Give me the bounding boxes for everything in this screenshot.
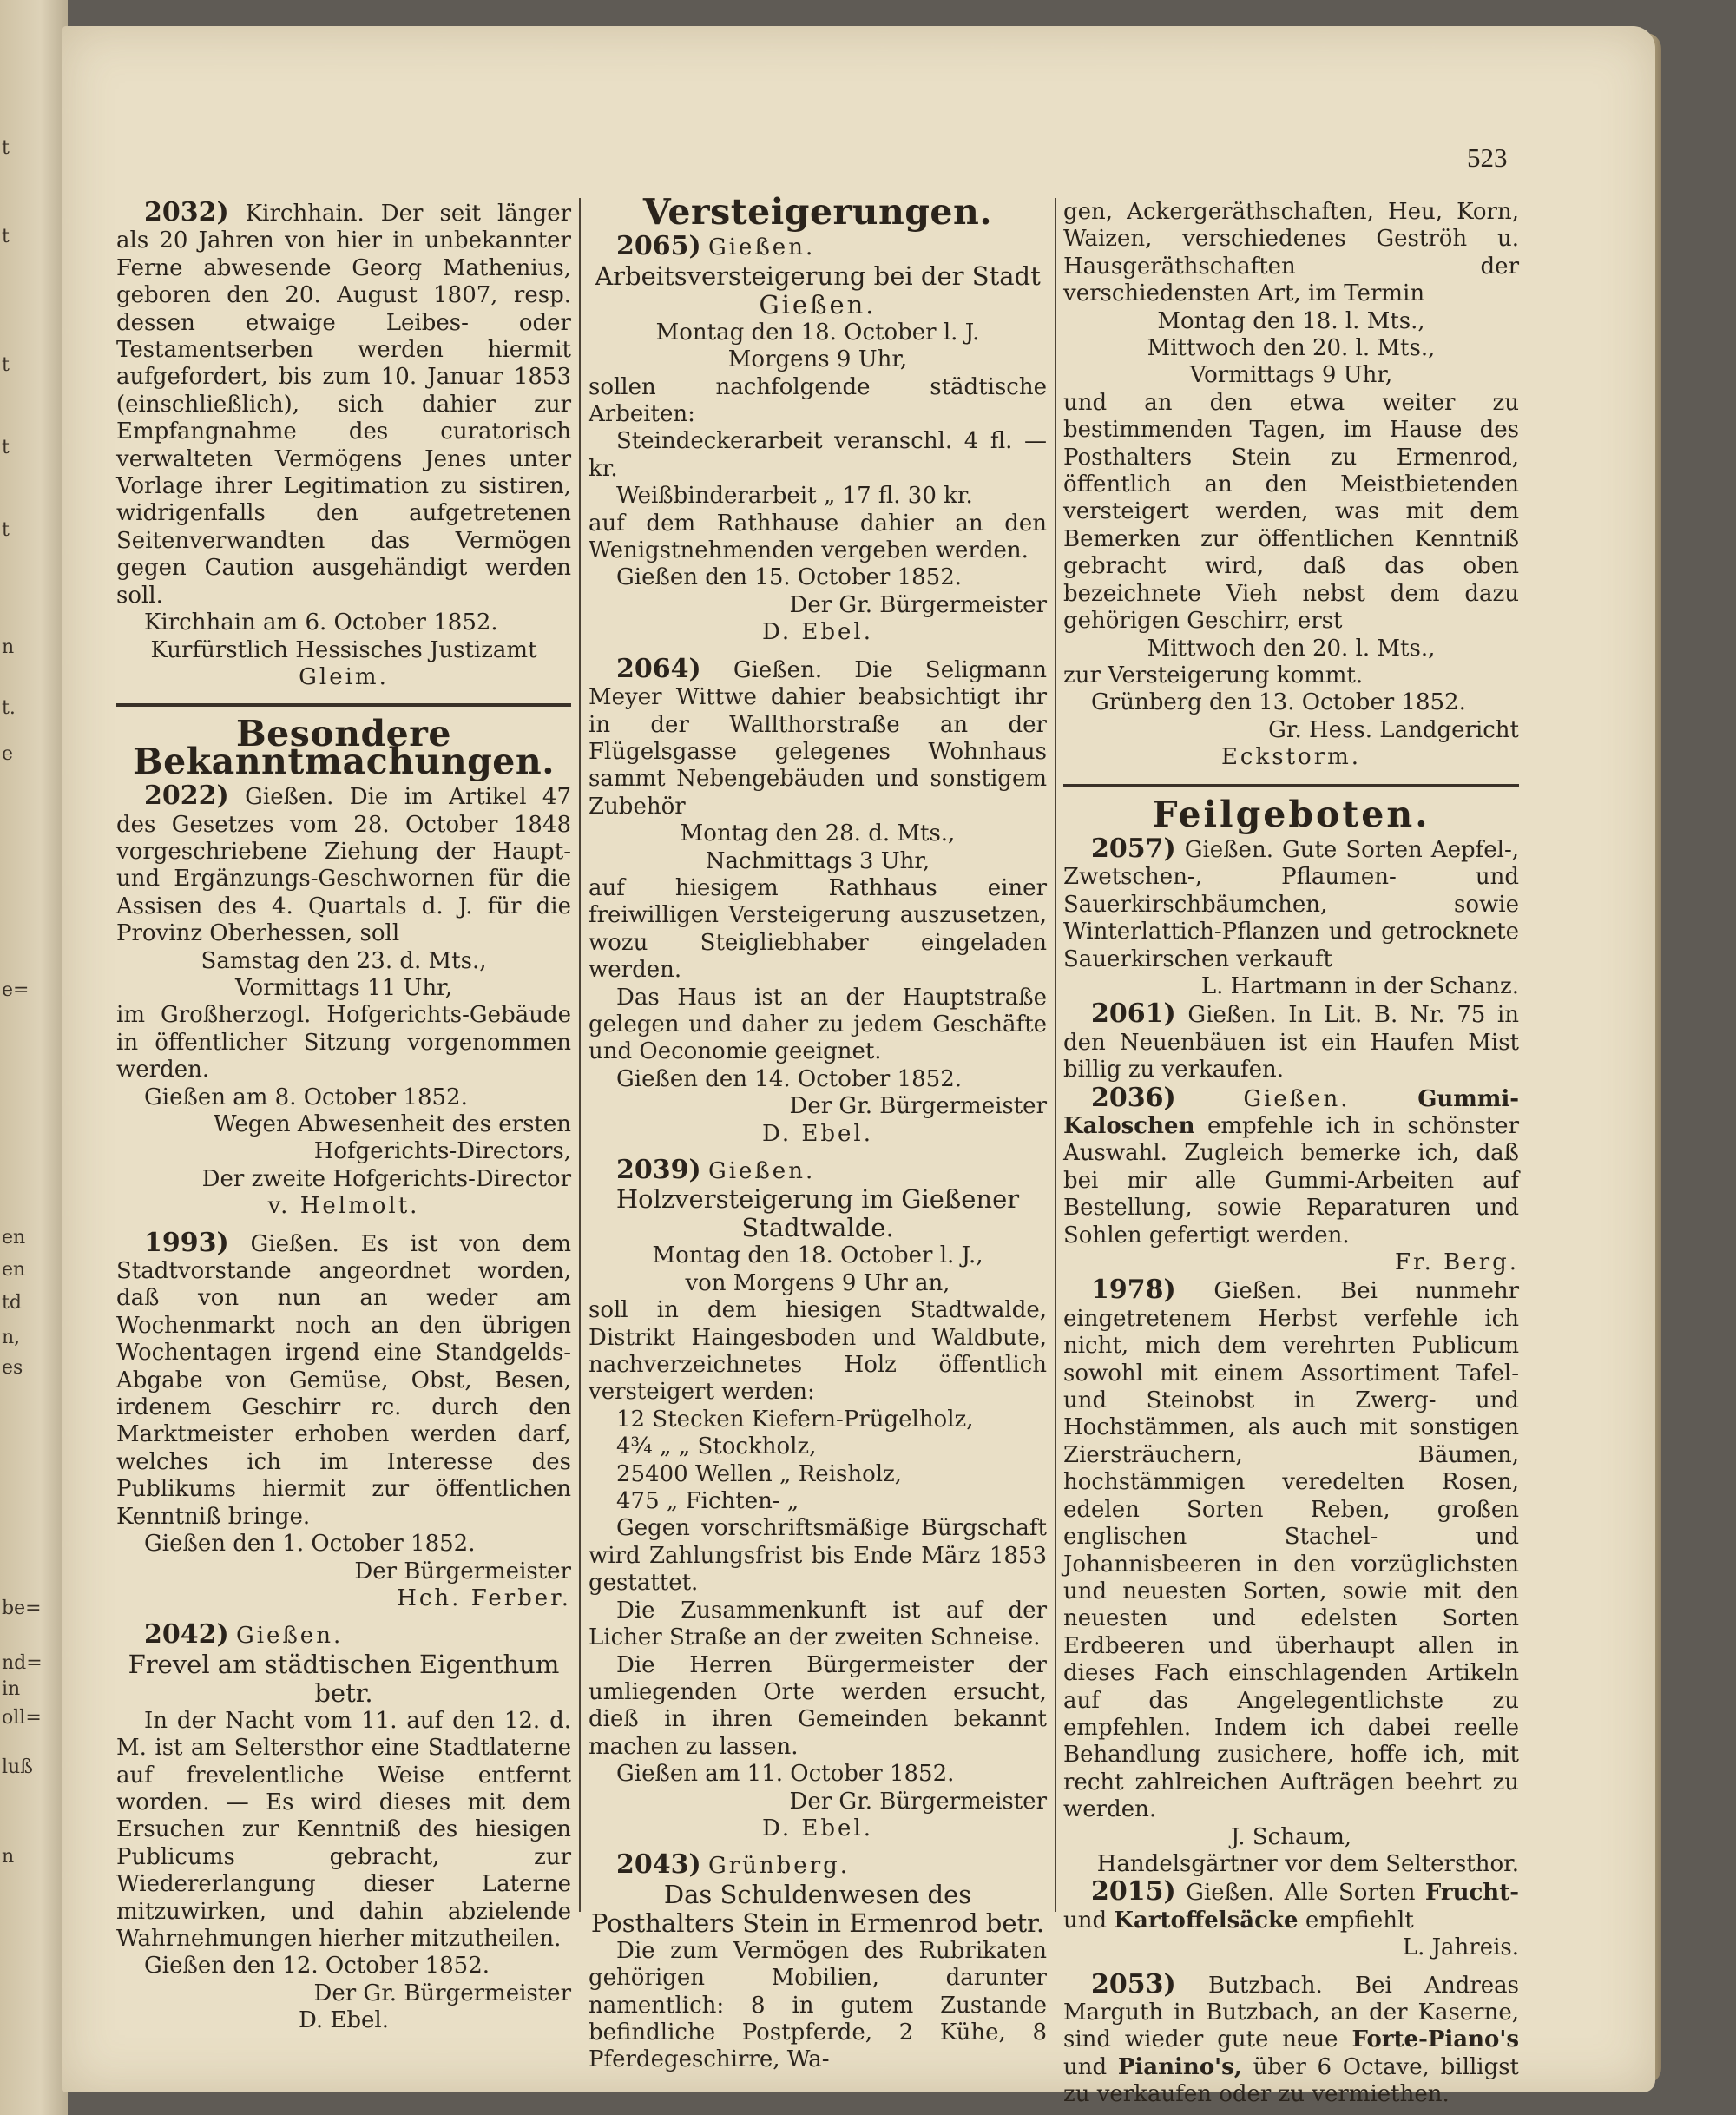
notice-text: Butzbach. Bei Andreas Marguth in Butzbach, an der Kaserne, sind wieder gute neue — [1063, 1972, 1519, 2053]
notice-text: Gießen. In Lit. B. Nr. 75 in den Neuenbäuen ist ein Haufen Mist billig zu verkaufen. — [1063, 1002, 1519, 1084]
notice-text: Das Haus ist an der Hauptstraße gelegen und daher zu jedem Geschäfte und Oeconomie geeignet. — [589, 984, 1047, 1065]
fragment-text: n — [2, 1846, 15, 1868]
notice-line: Vormittags 9 Uhr, — [1189, 362, 1393, 389]
notice-item: 4¾ „ „ Stockholz, — [616, 1433, 817, 1460]
notice-text: über 6 Octave, billigst zu verkaufen oder zu vermiethen. — [1063, 2053, 1520, 2108]
notice-text: Die Herren Bürgermeister der umliegenden Orte werden ersucht, dieß in ihren Gemeinden bekannt machen zu lassen. — [589, 1651, 1047, 1760]
notice-signature: Hch. Ferber. — [397, 1585, 571, 1611]
fragment-text: nd= — [2, 1652, 43, 1674]
notice-signature: Gr. Hess. Landgericht — [1268, 716, 1519, 743]
notice-2042 — [116, 1621, 571, 2034]
adjacent-page-edge — [0, 0, 68, 2115]
fragment-text: oll= — [2, 1707, 42, 1729]
notice-text: soll in dem hiesigen Stadtwalde, Distrikt Haingesboden und Waldbute, nachverzeichnetes Holz öffentlich versteigert werden: — [589, 1297, 1047, 1406]
fragment-text: in — [2, 1678, 21, 1700]
notice-item: 475 „ Fichten- „ — [616, 1488, 799, 1515]
notice-date: Gießen am 11. October 1852. — [616, 1761, 955, 1788]
notice-text: In der Nacht vom 11. auf den 12. d. M. ist am Seltersthor eine Stadtlaterne auf frevelentliche Weise entfernt worden. — Es wird dieses mit dem Ersuchen zur Kenntniß des hiesigen Publicums gebracht, zur Wiedererlangung dieser Laterne mitzuwirken, und dahin abzielende Wahrnehmungen hierher mitzutheilen. — [116, 1707, 571, 1952]
notice-item: 25400 Wellen „ Reisholz, — [616, 1460, 903, 1487]
notice-2032 — [116, 199, 571, 691]
product-name: Frucht- — [1424, 1880, 1520, 1907]
notice-signature: Fr. Berg. — [1395, 1249, 1519, 1276]
notice-line: Morgens 9 Uhr, — [727, 346, 908, 373]
notice-title: Holzversteigerung im Gießener Stadtwalde. — [615, 1184, 1020, 1243]
column-right — [1063, 199, 1519, 2109]
notice-2015 — [1063, 1878, 1519, 1961]
notice-date: Gießen den 12. October 1852. — [144, 1953, 490, 1980]
notice-signature: Der Gr. Bürgermeister — [789, 591, 1047, 618]
notice-line: Montag den 18. October l. J., — [652, 1242, 983, 1269]
section-rule — [1063, 784, 1519, 787]
notice-number: 1993) — [144, 1227, 229, 1258]
notice-line: Montag den 18. October l. J. — [655, 319, 980, 346]
notice-place: Gießen. — [707, 234, 816, 261]
notice-text: gen, Ackergeräthschaften, Heu, Korn, Waizen, verschiedenes Geströh u. Hausgeräthschaften der verschiedensten Art, im Termin — [1063, 199, 1519, 307]
notice-title: Frevel am städtischen Eigenthum betr. — [128, 1649, 560, 1708]
fragment-text: td — [2, 1292, 22, 1314]
fragment-text: t. — [2, 697, 16, 719]
notice-number: 2057) — [1091, 833, 1176, 864]
notice-text: zur Versteigerung kommt. — [1063, 662, 1364, 689]
notice-text: Gießen. Die im Artikel 47 des Gesetzes vom 28. October 1848 vorgeschriebene Ziehung der Haupt- und Ergänzungs-Geschwornen für die Assisen des 4. Quartals d. J. für die Provinz Oberhessen, soll — [116, 784, 571, 947]
notice-text: Gießen. Bei nunmehr eingetretenem Herbst verfehle ich nicht, mich dem verehrten Publicum sowohl mit einem Assortiment Tafel- und Steinobst in Zwerg- und Hochstämmen, als auch mit sonstigen Ziersträuchern, Bäumen, hochstämmigen veredelten Rosen, edelen Sorten Reben, großen englischen Stachel- und Johannisbeeren in den vorzüglichsten und neuesten Sorten, sowie mit den neuesten und edelsten Sorten Erdbeeren und überhaupt allen in dieses Fach einschlagenden Artikeln auf das Angelegentlichste zu empfehlen. Indem ich dabei reelle Behandlung zusichere, hoffe ich, mit recht zahlreichen Aufträgen beehrt zu werden. — [1063, 1278, 1520, 1823]
fragment-text: en — [2, 1227, 26, 1249]
notice-line: Montag den 28. d. Mts., — [680, 820, 956, 847]
product-name: Kartoffelsäcke — [1114, 1907, 1299, 1934]
column-divider — [579, 198, 581, 1912]
notice-signature: Der Gr. Bürgermeister — [789, 1093, 1047, 1120]
notice-text: Die Zusammenkunft ist auf der Licher Straße an der zweiten Schneise. — [589, 1597, 1047, 1651]
notice-date: Grünberg den 13. October 1852. — [1091, 689, 1466, 716]
column-left — [116, 199, 571, 2035]
notice-signature: Handelsgärtner vor dem Seltersthor. — [1096, 1850, 1519, 1877]
product-name: Gummi-Kaloschen — [1063, 1085, 1519, 1139]
notice-signature: Der Bürgermeister — [354, 1558, 571, 1585]
notice-1978 — [1063, 1276, 1519, 1878]
notice-signature: D. Ebel. — [761, 1120, 874, 1147]
notice-item: Steindeckerarbeit veranschl. 4 fl. — kr. — [589, 428, 1047, 482]
notice-line: Mittwoch den 20. l. Mts., — [1147, 335, 1436, 362]
product-name: Pianino's, — [1117, 2053, 1242, 2080]
notice-2064 — [589, 653, 1048, 1148]
notice-2057 — [1063, 835, 1519, 1000]
column-divider — [1055, 198, 1056, 1912]
notice-number: 2043) — [616, 1849, 701, 1881]
notice-date: Gießen den 15. October 1852. — [616, 564, 963, 591]
column-middle — [589, 191, 1048, 2074]
notice-signature: Der zweite Hofgerichts-Director — [201, 1165, 571, 1192]
notice-line: Vormittags 11 Uhr, — [235, 974, 452, 1001]
notice-signature: L. Jahreis. — [1402, 1934, 1519, 1961]
notice-place: Gießen. — [707, 1158, 816, 1184]
section-rule — [116, 703, 571, 707]
notice-signature: Der Gr. Bürgermeister — [313, 1980, 571, 2006]
notice-number: 2039) — [616, 1155, 701, 1185]
notice-text: auf hiesigem Rathhaus einer freiwilligen Versteigerung auszusetzen, wozu Steigliebhaber eingeladen werden. — [589, 874, 1047, 984]
notice-line: Montag den 18. l. Mts., — [1157, 307, 1425, 334]
section-title: Feilgeboten. — [1152, 793, 1430, 835]
notice-text: im Großherzogl. Hofgerichts-Gebäude in öffentlicher Sitzung vorgenommen werden. — [116, 1002, 571, 1084]
notice-number: 2036) — [1091, 1082, 1176, 1113]
fragment-text: e= — [2, 979, 30, 1001]
notice-text: Gegen vorschriftsmäßige Bürgschaft wird Zahlungsfrist bis Ende März 1853 gestattet. — [589, 1515, 1047, 1597]
notice-text: Kirchhain. Der seit länger als 20 Jahren von hier in unbekannter Ferne abwesende Georg Mathenius, geboren den 20. August 1807, resp. dessen etwaige Leibes- oder Testamentserben werden hiermit aufgefordert, bis zum 10. Januar 1853 (einschließlich), sich dahier zur Empfangnahme des curatorisch verwalteten Vermögens Jenes unter Vorlage ihrer Legitimation zu sistiren, widrigenfalls den aufgetretenen Seitenverwandten das Vermögen gegen Caution ausgehändigt werden soll. — [116, 201, 572, 609]
notice-text: und an den etwa weiter zu bestimmenden Tagen, im Hause des Posthalters Stein zu Ermenrod, öffentlich an den Meistbietenden versteigert werden, was mit dem Bemerken zur öffentlichen Kenntniß gebracht wird, daß das oben bezeichnete Vieh nebst dem dazu gehörigen Geschirr, erst — [1063, 389, 1519, 635]
notice-date: Kirchhain am 6. October 1852. — [144, 609, 498, 636]
notice-signature: Wegen Abwesenheit des ersten Hofgerichts-Directors, — [213, 1111, 571, 1165]
notice-number: 2064) — [616, 653, 701, 684]
notice-number: 2015) — [1091, 1876, 1176, 1907]
notice-number: 2022) — [144, 781, 229, 812]
notice-text: Gießen. Alle Sorten — [1186, 1880, 1416, 1907]
notice-text: und — [1063, 2053, 1108, 2080]
fragment-text: n — [2, 636, 15, 658]
notice-2065 — [589, 233, 1047, 646]
notice-text: auf dem Rathhause dahier an den Wenigstnehmenden vergeben werden. — [589, 510, 1047, 564]
notice-2036 — [1063, 1084, 1519, 1277]
notice-date: Gießen den 14. October 1852. — [616, 1065, 963, 1092]
notice-line: Mittwoch den 20. l. Mts., — [1147, 635, 1436, 662]
notice-line: Samstag den 23. d. Mts., — [201, 947, 487, 974]
notice-text: empfiehlt — [1305, 1907, 1414, 1934]
notice-signature: L. Hartmann in der Schanz. — [1200, 972, 1519, 999]
product-name: Forte-Piano's — [1351, 2026, 1519, 2053]
fragment-text: n, — [2, 1327, 21, 1348]
notice-2043 — [589, 1851, 1047, 2073]
notice-signature: D. Ebel. — [298, 2007, 390, 2034]
notice-number: 1978) — [1091, 1275, 1176, 1306]
notice-place: Grünberg. — [707, 1853, 851, 1880]
notice-2022 — [116, 782, 571, 1221]
fragment-text: luß — [2, 1756, 33, 1778]
fragment-text: t — [2, 226, 10, 247]
fragment-text: t — [2, 519, 10, 541]
notice-signature: D. Ebel. — [761, 1815, 874, 1842]
notice-2053 — [1063, 1968, 1520, 2109]
section-title: Versteigerungen. — [642, 191, 993, 233]
notice-title: Gießen. — [759, 289, 877, 320]
notice-title: Arbeitsversteigerung bei der Stadt — [595, 260, 1041, 291]
notice-2043-continued — [1063, 199, 1519, 772]
notice-signature: v. Helmolt. — [267, 1193, 420, 1220]
notice-signature: Eckstorm. — [1220, 744, 1362, 771]
notice-text: Gießen. Gute Sorten Aepfel-, Zwetschen-, Pflaumen- und Sauerkirschbäumchen, sowie Winterlattich-Pflanzen und getrocknete Sauerkirschen verkauft — [1063, 836, 1519, 972]
notice-number: 2065) — [616, 231, 701, 262]
notice-item: 12 Stecken Kiefern-Prügelholz, — [616, 1406, 974, 1433]
fragment-text: es — [2, 1357, 23, 1379]
notice-text: empfehle ich in schönster Auswahl. Zugleich bemerke ich, daß bei mir alle Gummi-Arbeiten auf Bestellung, sowie Reparaturen und Sohlen gefertigt werden. — [1063, 1113, 1519, 1249]
fragment-text: t — [2, 437, 10, 458]
notice-number: 2061) — [1091, 998, 1176, 1030]
notice-text: und — [1063, 1907, 1108, 1934]
notice-signature: Kurfürstlich Hessisches Justizamt — [150, 636, 537, 663]
fragment-text: e — [2, 743, 14, 765]
notice-place: Gießen. — [1243, 1085, 1351, 1112]
notice-text: Gießen. Es ist von dem Stadtvorstande angeordnet worden, daß von nun an weder am Wochenmarkt noch an den übrigen Wochentagen irgend eine Standgelds-Abgabe von Gemüse, Obst, Besen, irdenem Geschirr rc. durch den Marktmeister erhoben werden darf, welches ich im Interesse des Publikums hiermit zur öffentlichen Kenntniß bringe. — [116, 1230, 572, 1530]
notice-text: sollen nachfolgende städtische Arbeiten: — [589, 373, 1047, 428]
notice-title: Das Schuldenwesen des Posthalters Stein in Ermenrod betr. — [590, 1879, 1045, 1938]
page-number: 523 — [1467, 142, 1508, 173]
fragment-text: be= — [2, 1598, 42, 1619]
notice-number: 2053) — [1091, 1968, 1176, 2000]
notice-line: Nachmittags 3 Uhr, — [705, 847, 930, 874]
notice-2039 — [589, 1156, 1047, 1842]
notice-signature: Gleim. — [299, 663, 389, 690]
notice-date: Gießen am 8. October 1852. — [144, 1084, 468, 1110]
notice-text: Gießen. Die Seligmann Meyer Wittwe dahier beabsichtigt ihr in der Wallthorstraße an der Flügelsgasse gelegenes Wohnhaus sammt Nebengebäuden und sonstigem Zubehör — [589, 656, 1048, 820]
notice-text: Die zum Vermögen des Rubrikaten gehörigen Mobilien, darunter namentlich: 8 in gutem Zustande befindliche Postpferde, 2 Kühe, 8 Pferdegeschirre, Wa- — [589, 1937, 1047, 2073]
notice-number: 2032) — [144, 197, 229, 227]
notice-signature: J. Schaum, — [1230, 1823, 1352, 1850]
notice-date: Gießen den 1. October 1852. — [144, 1531, 476, 1558]
fragment-text: en — [2, 1259, 26, 1281]
notice-line: von Morgens 9 Uhr an, — [685, 1269, 950, 1296]
notice-1993 — [116, 1229, 571, 1613]
notice-place: Gießen. — [235, 1623, 344, 1650]
fragment-text: t — [2, 354, 10, 376]
notice-signature: Der Gr. Bürgermeister — [789, 1788, 1047, 1815]
notice-number: 2042) — [144, 1619, 229, 1650]
notice-2061 — [1063, 1000, 1519, 1084]
fragment-text: t — [2, 137, 10, 159]
notice-item: Weißbinderarbeit „ 17 fl. 30 kr. — [616, 483, 973, 510]
section-title: Besondere Bekanntmachungen. — [133, 713, 555, 782]
notice-signature: D. Ebel. — [761, 619, 874, 646]
